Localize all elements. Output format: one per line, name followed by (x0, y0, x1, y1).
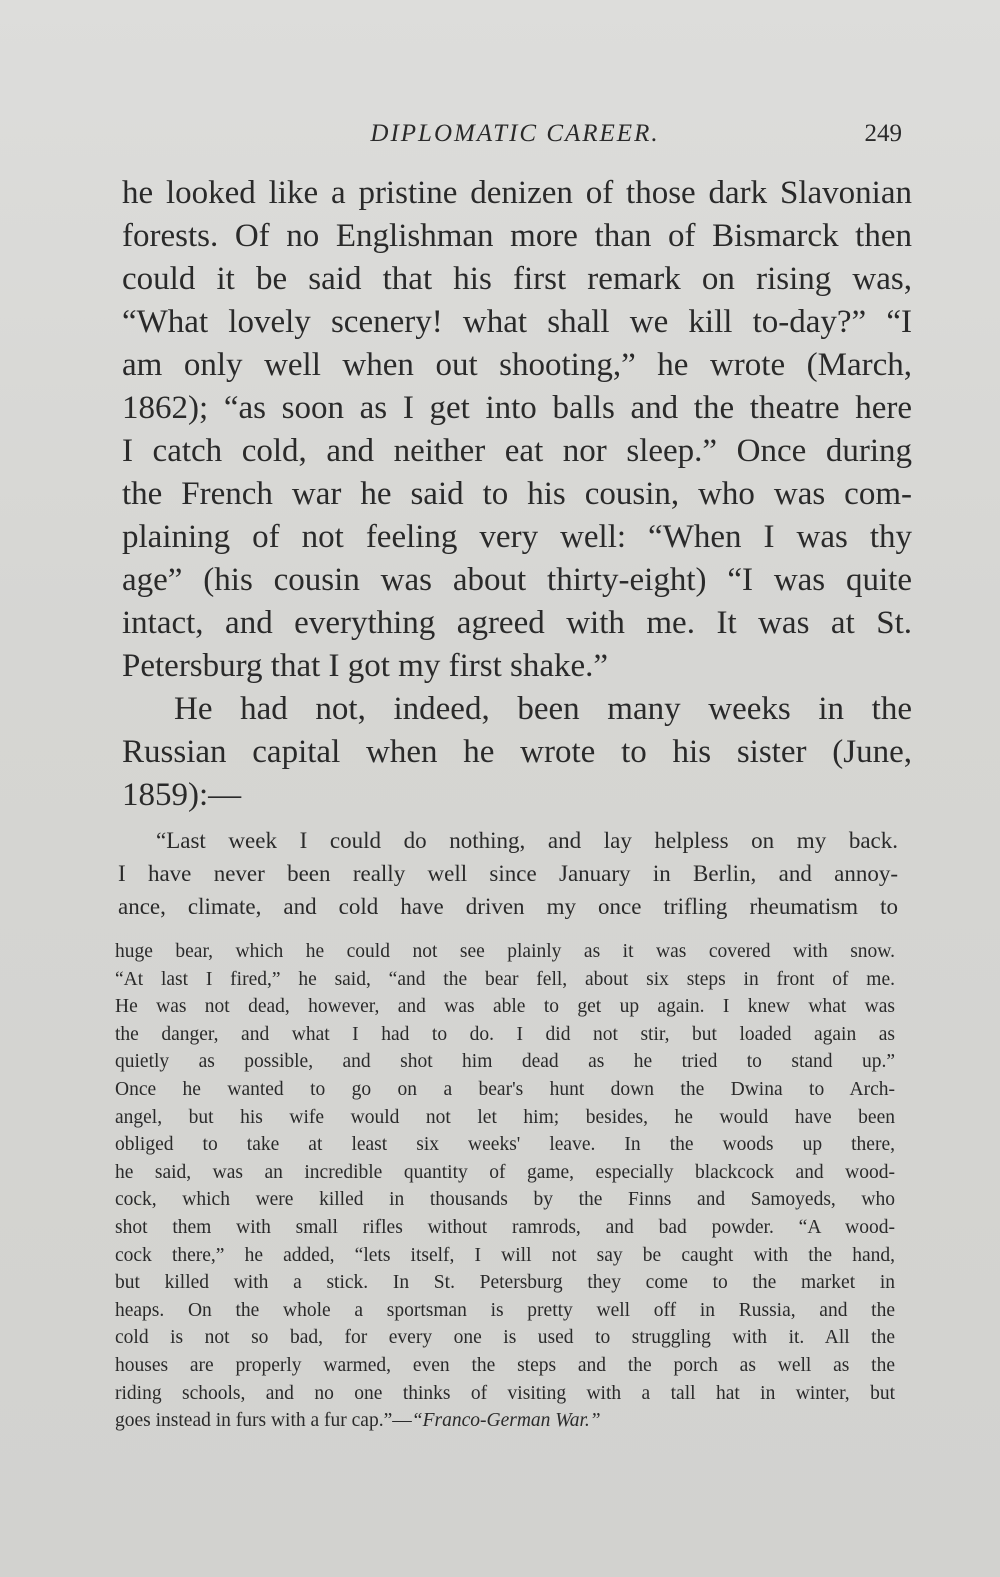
body-line: age” (his cousin was about thirty-eight) “I was quite (122, 562, 912, 598)
main-text (122, 172, 912, 817)
footnote-line: cock there,” he added, “lets itself, I will not say be caught with the hand, (115, 1244, 895, 1266)
body-line: plaining of not feeling very well: “When I was thy (122, 519, 912, 555)
footnote-line: goes instead in furs with a fur cap.”— (115, 1410, 412, 1432)
footnote-line: houses are properly warmed, even the steps and the porch as well as the (115, 1354, 895, 1376)
footnote-last-line (115, 1407, 895, 1435)
footnote-line: riding schools, and no one thinks of visiting with a tall hat in winter, but (115, 1382, 895, 1404)
footnote-line: he said, was an incredible quantity of game, especially blackcock and wood- (115, 1161, 895, 1183)
letter-quote (118, 824, 898, 923)
body-line: 1859):— (122, 777, 242, 813)
footnote-line: quietly as possible, and shot him dead as he tried to stand up.” (115, 1051, 895, 1073)
body-line: intact, and everything agreed with me. It was at St. (122, 605, 912, 641)
page-number: 249 (864, 120, 902, 147)
footnote-line: but killed with a stick. In St. Petersburg they come to the market in (115, 1272, 895, 1294)
body-line: 1862); “as soon as I get into balls and the theatre here (122, 390, 912, 426)
body-line: He had not, indeed, been many weeks in the (174, 691, 912, 727)
footnote-line: huge bear, which he could not see plainly as it was covered with snow. (115, 941, 895, 962)
footnote-source: “Franco-German War.” (411, 1410, 601, 1432)
footnote-line: He was not dead, however, and was able to get up again. I knew what was (115, 996, 895, 1018)
quote-line: I have never been really well since January in Berlin, and annoy- (118, 861, 898, 886)
quote-line: ance, climate, and cold have driven my once trifling rheumatism to (118, 894, 898, 919)
body-line: could it be said that his first remark on rising was, (122, 261, 912, 297)
body-line: “What lovely scenery! what shall we kill to-day?” “I (122, 304, 912, 340)
body-line: Petersburg that I got my first shake.” (122, 648, 609, 684)
body-line: he looked like a pristine denizen of those dark Slavonian (122, 175, 912, 211)
footnote-line: obliged to take at least six weeks' leave. In the woods up there, (115, 1134, 895, 1156)
body-line: the French war he said to his cousin, who was com- (122, 476, 912, 512)
body-line: am only well when out shooting,” he wrote (March, (122, 347, 912, 383)
footnote-line: shot them with small rifles without ramrods, and bad powder. “A wood- (115, 1216, 895, 1238)
footnote (115, 938, 895, 1435)
footnote-line: heaps. On the whole a sportsman is pretty well off in Russia, and the (115, 1299, 895, 1321)
footnote-line: angel, but his wife would not let him; besides, he would have been (115, 1106, 895, 1128)
running-title: DIPLOMATIC CAREER. (370, 120, 660, 147)
page-header (120, 120, 910, 160)
footnote-line: cold is not so bad, for every one is used to struggling with it. All the (115, 1327, 895, 1349)
footnote-line: Once he wanted to go on a bear's hunt down the Dwina to Arch- (115, 1078, 895, 1100)
footnote-line: the danger, and what I had to do. I did not stir, but loaded again as (115, 1023, 895, 1045)
quote-line: “Last week I could do nothing, and lay helpless on my back. (156, 828, 898, 853)
body-line: Russian capital when he wrote to his sister (June, (122, 734, 912, 770)
footnote-line: “At last I fired,” he said, “and the bear fell, about six steps in front of me. (115, 968, 895, 990)
body-line: I catch cold, and neither eat nor sleep.” Once during (122, 433, 912, 469)
body-line: forests. Of no Englishman more than of Bismarck then (122, 218, 912, 254)
footnote-line: cock, which were killed in thousands by the Finns and Samoyeds, who (115, 1189, 895, 1211)
